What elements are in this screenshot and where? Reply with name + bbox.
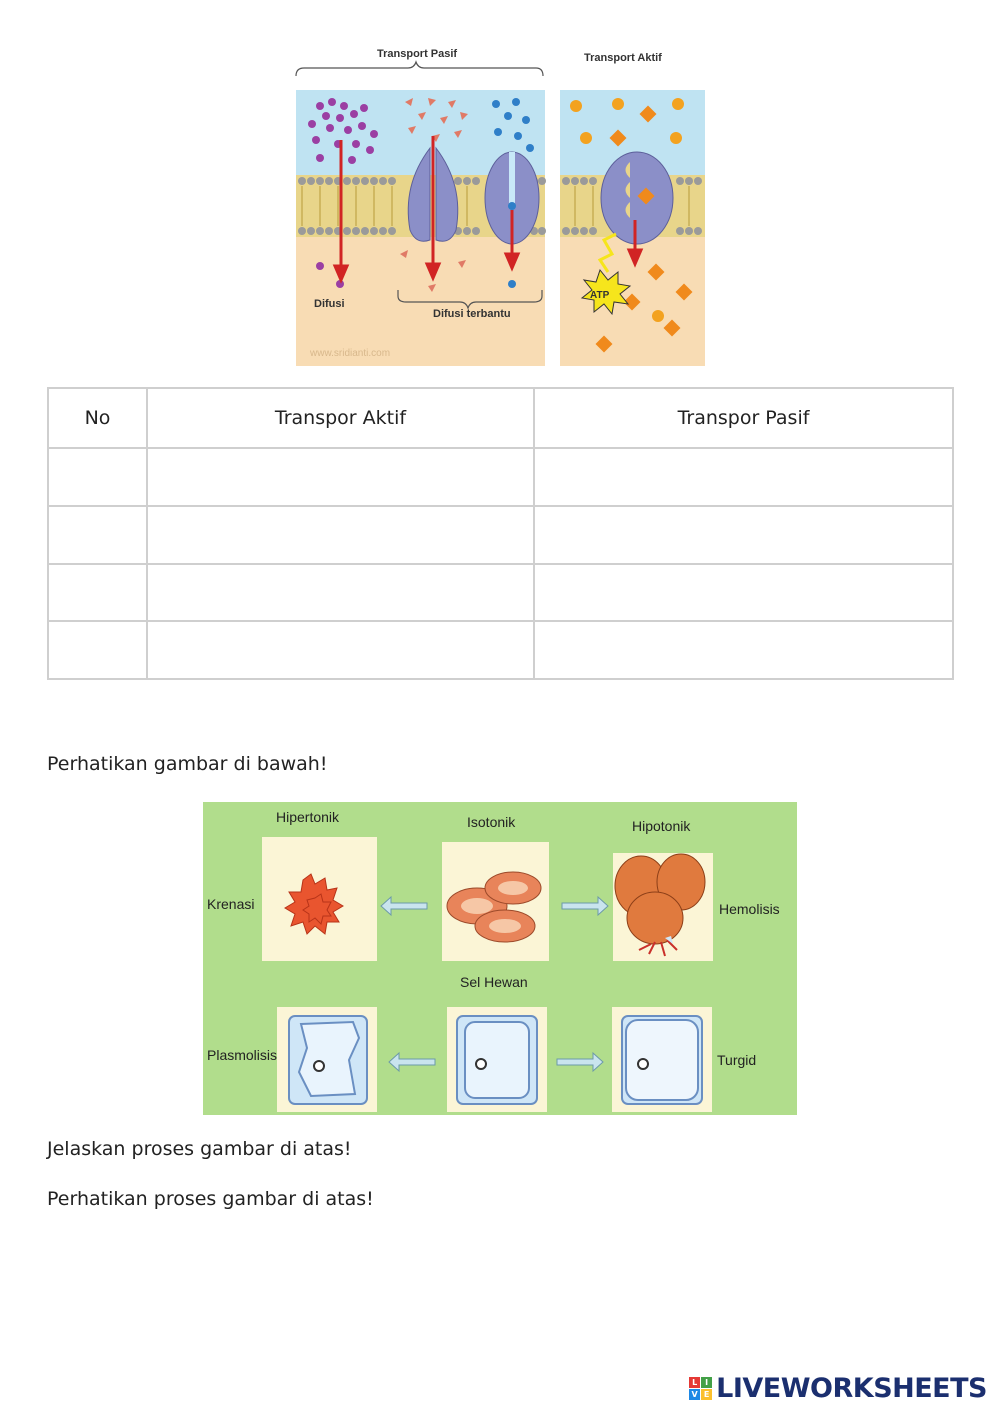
instruction-observe-below: Perhatikan gambar di bawah! (47, 753, 328, 775)
atp-label: ATP (590, 290, 610, 301)
hypertonic-label: Hipertonik (276, 809, 340, 825)
turgid-label: Turgid (717, 1052, 757, 1068)
crenation-label: Krenasi (207, 896, 255, 912)
table-cell[interactable] (147, 621, 534, 679)
plasmolysis-label: Plasmolisis (207, 1047, 278, 1063)
table-cell[interactable] (147, 564, 534, 622)
membrane-diagram (290, 40, 710, 370)
osmosis-figure (203, 802, 797, 1115)
table-cell[interactable] (534, 448, 953, 506)
table-cell[interactable] (147, 506, 534, 564)
header-active-transport: Transpor Aktif (147, 388, 534, 448)
instruction-explain: Jelaskan proses gambar di atas! (47, 1138, 352, 1160)
hemolysis-label: Hemolisis (719, 901, 780, 917)
logo-icon (689, 1377, 712, 1400)
table-cell[interactable] (48, 621, 147, 679)
table-cell[interactable] (147, 448, 534, 506)
table-cell[interactable] (534, 564, 953, 622)
table-cell[interactable] (48, 506, 147, 564)
table-cell[interactable] (534, 621, 953, 679)
logo-letter: L (689, 1377, 700, 1388)
table-header-row (48, 388, 953, 448)
facilitated-diffusion-label: Difusi terbantu (433, 308, 511, 320)
liveworksheets-logo[interactable] (689, 1373, 987, 1403)
membrane-transport-figure (290, 40, 710, 370)
watermark-text: www.sridianti.com (310, 348, 391, 359)
comparison-table (47, 387, 954, 680)
instruction-observe-above: Perhatikan proses gambar di atas! (47, 1188, 374, 1210)
table-cell[interactable] (48, 448, 147, 506)
table-row (48, 621, 953, 679)
table-row (48, 506, 953, 564)
logo-letter: I (701, 1377, 712, 1388)
diffusion-label: Difusi (314, 298, 345, 310)
active-transport-title: Transport Aktif (584, 52, 662, 64)
passive-transport-title: Transport Pasif (377, 48, 458, 60)
header-passive-transport: Transpor Pasif (534, 388, 953, 448)
hypotonic-label: Hipotonik (632, 818, 691, 834)
brand-name: LIVEWORKSHEETS (716, 1372, 987, 1404)
table-cell[interactable] (534, 506, 953, 564)
osmosis-diagram (203, 802, 797, 1115)
logo-letter: V (689, 1389, 700, 1400)
animal-cell-label: Sel Hewan (460, 974, 528, 990)
table-row (48, 564, 953, 622)
table-row (48, 448, 953, 506)
header-no: No (48, 388, 147, 448)
isotonic-label: Isotonik (467, 814, 516, 830)
table-cell[interactable] (48, 564, 147, 622)
logo-letter: E (701, 1389, 712, 1400)
